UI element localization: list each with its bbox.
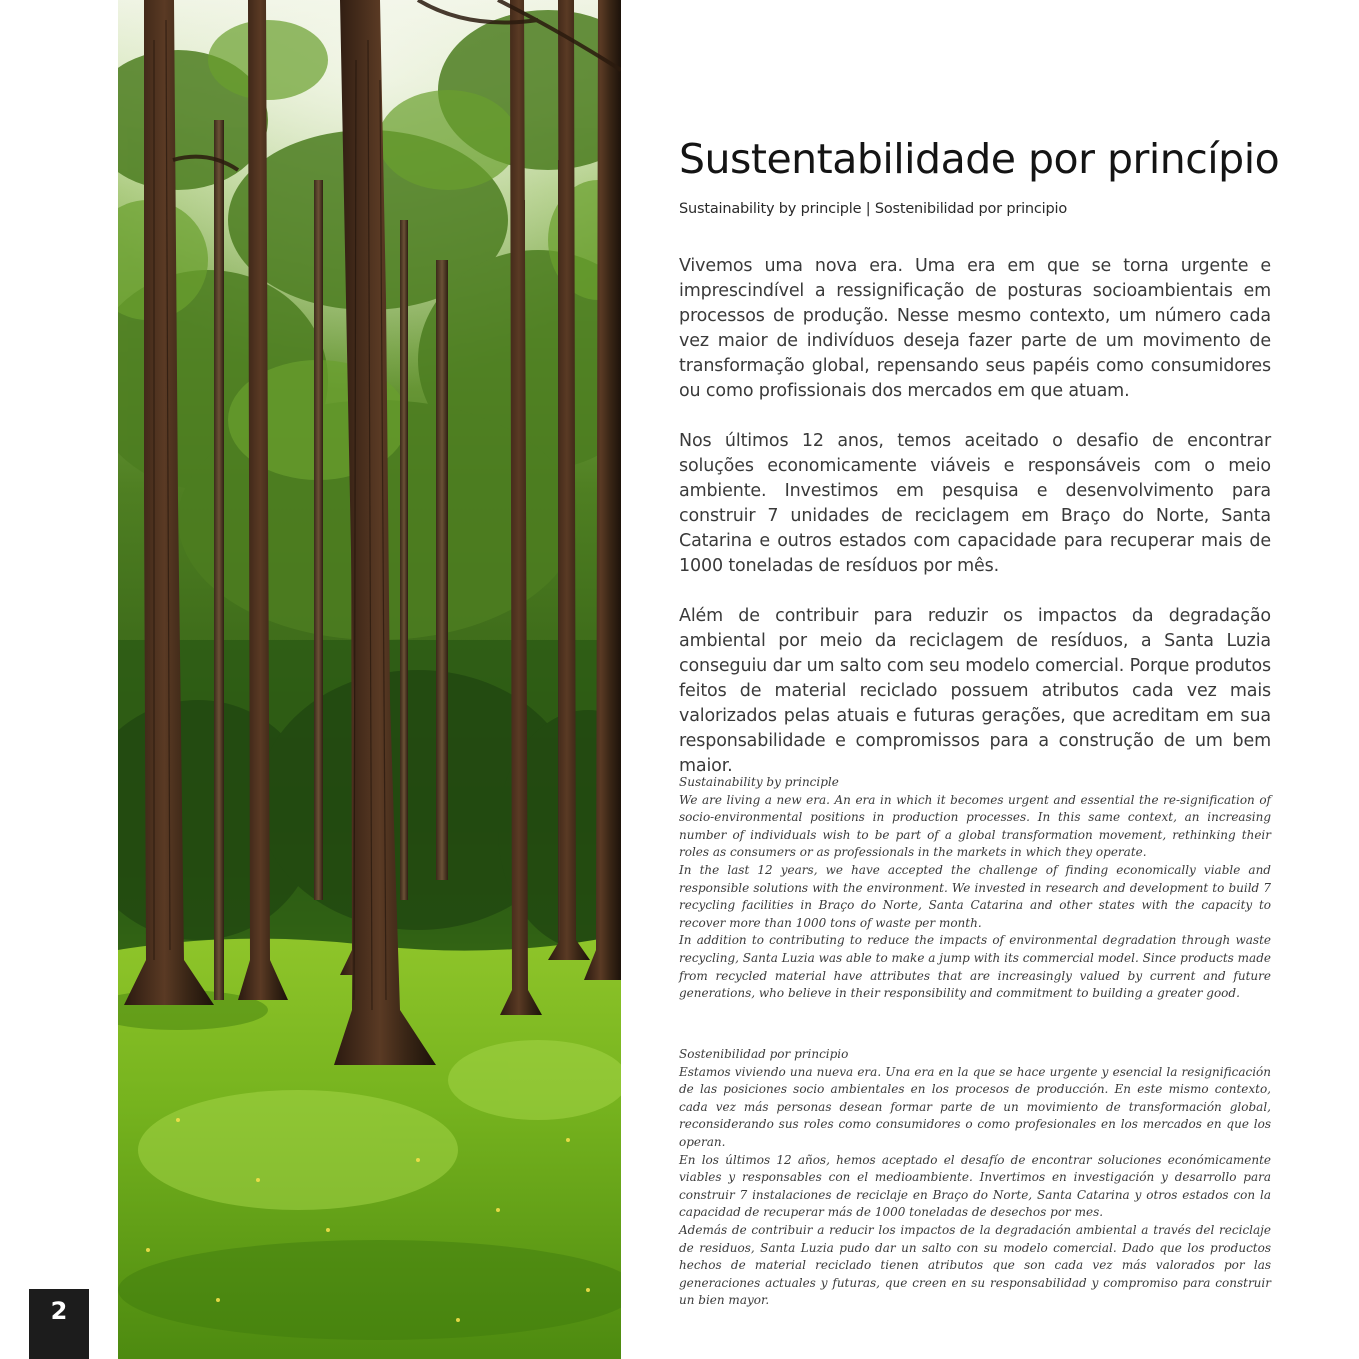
es-heading: Sostenibilidad por principio	[679, 1047, 849, 1061]
pt-paragraph: Vivemos uma nova era. Uma era em que se torna urgente e imprescindível a ressignificação de posturas socioambientais em processos de produção. Nesse mesmo contexto, um número cada vez maior de indivíduos deseja fazer parte de um movimento de transformação global, repensando seus papéis como consumidores ou como profissionais dos mercados em que atuam.	[679, 256, 1271, 401]
en-heading: Sustainability by principle	[679, 775, 839, 789]
forest-photo-icon	[118, 0, 621, 1359]
page-number: 2	[29, 1289, 89, 1359]
forest-photo	[118, 0, 621, 1359]
en-paragraph: In addition to contributing to reduce the impacts of environmental degradation through waste recycling, Santa Luzia was able to make a jump with its commercial model. Since products made from recycled material have attributes that are increasingly valued by current and future generations, who believe in their responsibility and commitment to building a greater good.	[679, 933, 1271, 1001]
es-paragraph: Estamos viviendo una nueva era. Una era en la que se hace urgente y esencial la resignificación de las posiciones socio ambientales en los procesos de producción. En este mismo contexto, cada vez más personas desean formar parte de un movimiento de transformación global, reconsiderando sus roles como consumidores o como profesionales en los mercados en que los operan.	[679, 1064, 1271, 1149]
page-subtitle: Sustainability by principle | Sostenibilidad por principio	[679, 201, 1068, 217]
spanish-translation	[679, 1046, 1271, 1310]
pt-paragraph: Além de contribuir para reduzir os impactos da degradação ambiental por meio da reciclagem de resíduos, a Santa Luzia conseguiu dar um salto com seu modelo comercial. Porque produtos feitos de material reciclado possuem atributos cada vez mais valorizados pelas atuais e futuras gerações, que acreditam em sua responsabilidade e compromissos para a construção de um bem maior.	[679, 606, 1271, 776]
portuguese-body	[679, 254, 1271, 779]
pt-paragraph: Nos últimos 12 anos, temos aceitado o desafio de encontrar soluções economicamente viáveis e responsáveis com o meio ambiente. Investimos em pesquisa e desenvolvimento para construir 7 unidades de reciclagem em Braço do Norte, Santa Catarina e outros estados com capacidade para recuperar mais de 1000 toneladas de resíduos por mês.	[679, 431, 1271, 576]
main-content	[679, 130, 1280, 804]
en-paragraph: We are living a new era. An era in which it becomes urgent and essential the re-signification of socio-environmental positions in production processes. In this same context, an increasing number of individuals wish to be part of a global transformation movement, rethinking their roles as consumers or as professionals in the markets in which they operate.	[679, 792, 1271, 860]
english-translation	[679, 774, 1271, 1003]
page-title: Sustentabilidade por princípio	[679, 135, 1280, 183]
en-paragraph: In the last 12 years, we have accepted the challenge of finding economically viable and responsible solutions with the environment. We invested in research and development to build 7 recycling facilities in Braço do Norte, Santa Catarina and other states with the capacity to recover more than 1000 tons of waste per month.	[679, 862, 1271, 930]
es-paragraph: Además de contribuir a reducir los impactos de la degradación ambiental a través del reciclaje de residuos, Santa Luzia pudo dar un salto con su modelo comercial. Dado que los productos hechos de material reciclado tienen atributos que son cada vez más valorados por las generaciones actuales y futuras, que creen en su responsabilidad y compromiso para construir un bien mayor.	[679, 1222, 1271, 1308]
es-paragraph: En los últimos 12 años, hemos aceptado el desafío de encontrar soluciones económicamente viables y responsables con el medioambiente. Invertimos en investigación y desarrollo para construir 7 instalaciones de reciclaje en Braço do Norte, Santa Catarina y otros estados con la capacidad de recuperar más de 1000 toneladas de desechos por mes.	[679, 1152, 1271, 1220]
